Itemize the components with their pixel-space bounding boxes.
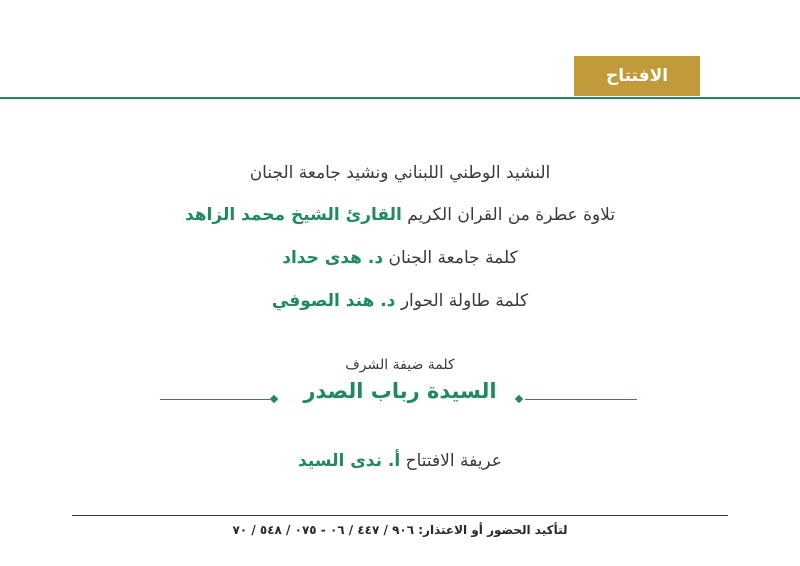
university-speech-text: كلمة جامعة الجنان [388, 248, 518, 268]
program-line-university-speech [0, 248, 800, 268]
program-line-anthem [0, 163, 800, 183]
guest-divider-right-line [525, 399, 637, 400]
guest-of-honor-caption: كلمة ضيفة الشرف [345, 357, 455, 373]
guest-of-honor-name: السيدة رباب الصدر [303, 379, 497, 403]
section-tab-label: الافتتاح [605, 66, 669, 86]
university-speaker-name: د. هدى حداد [282, 248, 384, 268]
host-name: أ. ندى السيد [298, 451, 401, 471]
footer-rule [72, 515, 728, 516]
rsvp-text: لتأكيد الحضور أو الاعتذار: ٩٠٦ / ٤٤٧ / ٠٦ - ٠٧٥ / ٥٤٨ / ٧٠ [232, 523, 568, 537]
program-line-recitation [0, 205, 800, 225]
host-text: عريفة الافتتاح [405, 451, 502, 471]
recitation-text: تلاوة عطرة من القران الكريم [407, 205, 616, 225]
program-line-dialogue-speech [0, 291, 800, 311]
header-rule [0, 97, 800, 99]
anthem-text: النشيد الوطني اللبناني ونشيد جامعة الجنان [249, 163, 551, 183]
dialogue-speaker-name: د. هند الصوفي [271, 291, 396, 311]
section-tab [574, 56, 700, 96]
program-line-host [0, 451, 800, 471]
reciter-name: القارئ الشيخ محمد الزاهد [184, 205, 402, 225]
dialogue-speech-text: كلمة طاولة الحوار [400, 291, 529, 311]
